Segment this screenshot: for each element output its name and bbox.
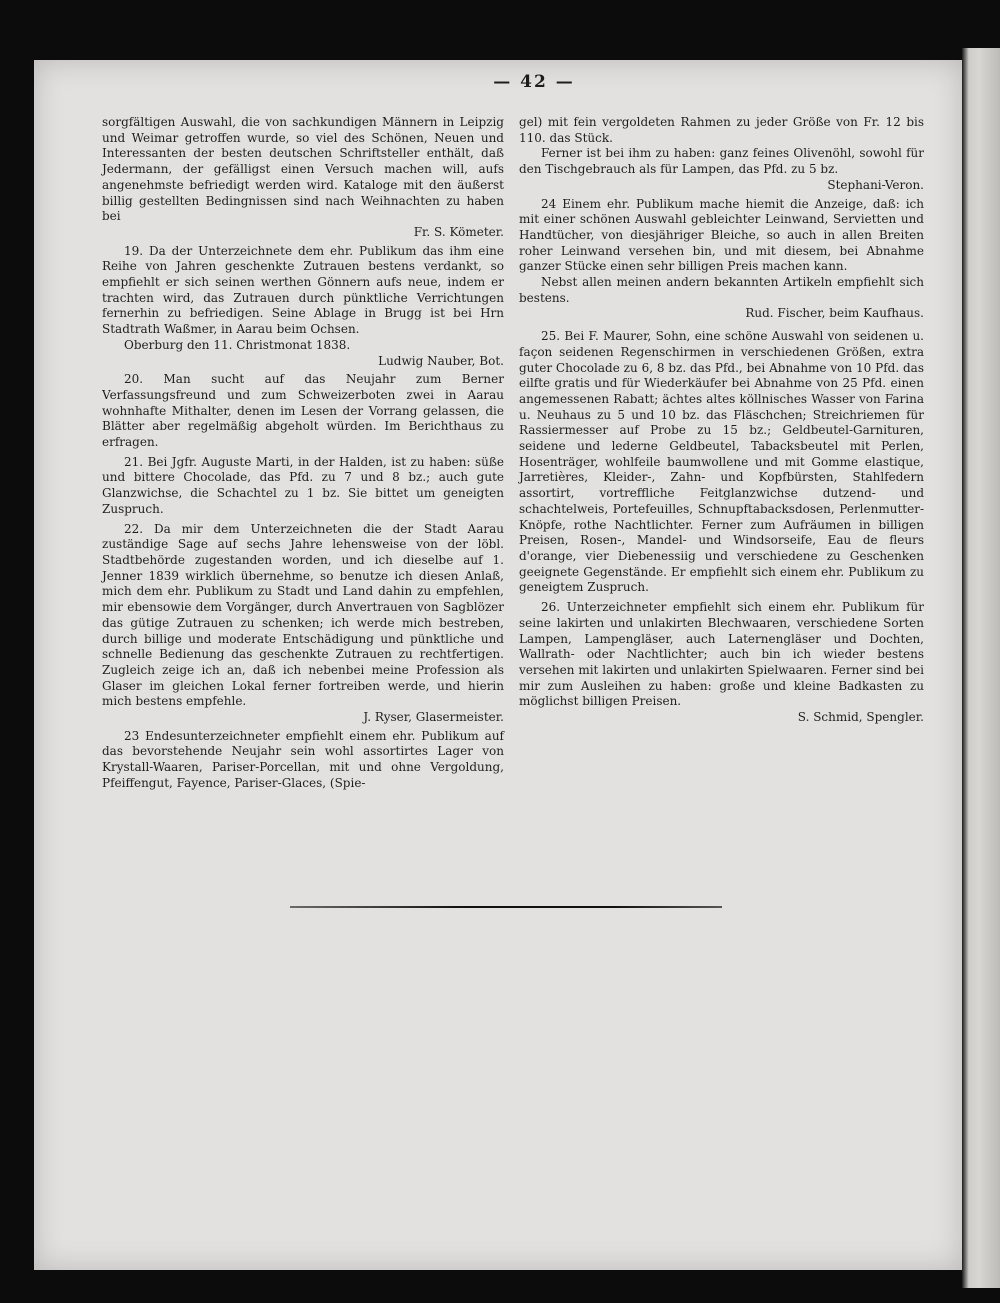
advert-20: 20. Man sucht auf das Neujahr zum Berner Verfassungsfreund und zum Schweizerboten zwei in Aarau wohnhafte Mithalter, denen im Lesen der Vorrang gelassen, die Blätter aber regelmäßig abgeholt würden. Im Berichthaus zu erfragen. (102, 372, 504, 450)
advert-19-dateline: Oberburg den 11. Christmonat 1838. (124, 337, 351, 352)
right-column (519, 115, 924, 729)
advert-23: 23 Endesunterzeichneter empfiehlt einem ehr. Publikum auf das bevorstehende Neujahr sein wohl assortirtes Lager von Krystall-Waaren, Pariser-Porcellan, mit und ohne Vergoldung, Pfeiffengut, Fayence, Pariser-Glaces, (Spie- (102, 728, 504, 790)
newspaper-page (34, 60, 962, 1270)
advert-21: 21. Bei Jgfr. Auguste Marti, in der Halden, ist zu haben: süße und bittere Chocolade, das Pfd. zu 7 und 8 bz.; auch gute Glanzwichse, die Schachtel zu 1 bz. Sie bittet um geneigten Zuspruch. (102, 454, 504, 516)
advert-25: 25. Bei F. Maurer, Sohn, eine schöne Auswahl von seidenen u. façon seidenen Regenschirmen in verschiedenen Größen, extra guter Chocolade zu 6, 8 bz. das Pfd., bei Abnahme von 10 Pfd. das eilfte gratis und für Wiederkäufer bei Abnahme von 25 Pfd. einen angemessenen Rabatt; ächtes altes köllnisches Wasser von Farina u. Neuhaus zu 5 und 10 bz. das Fläschchen; Streichriemen für Rassiermesser auf Probe zu 15 bz.; Geldbeutel-Garnituren, seidene und lederne Geldbeutel, Tabacksbeutel mit Perlen, Hosenträger, wohlfeile baumwollene und mit Gomme elastique, Jarretières, Kleider-, Zahn- und Kopfbürsten, Stahlfedern assortirt, vortreffliche Feitglanzwichse dutzend- und schachtelweis, Portefeuilles, Schnupftabacksdosen, Perlenmutter-Knöpfe, rothe Nachtlichter. Ferner zum Aufräumen in billigen Preisen, Rosen-, Mandel- und Windsorseife, Eau de fleurs d'orange, vier Diebenessiig und verschiedene zu Geschenken geeignete Gegenstände. Er empfiehlt sich einem ehr. Publikum zu geneigtem Zuspruch. (519, 329, 924, 595)
section-divider-rule (290, 906, 722, 908)
intro-signature: Fr. S. Kömeter. (413, 224, 504, 239)
advert-23-more: Ferner ist bei ihm zu haben: ganz feines Olivenöhl, sowohl für den Tischgebrauch als für Lampen, das Pfd. zu 5 bz. (519, 146, 924, 177)
advert-24-more: Nebst allen meinen andern bekannten Artikeln empfiehlt sich bestens. (519, 275, 924, 305)
advert-24: 24 Einem ehr. Publikum mache hiemit die Anzeige, daß: ich mit einer schönen Auswahl gebleichter Leinwand, Servietten und Handtücher, von diesjähriger Bleiche, so auch in allen Breiten roher Leinwand versehen bin, und mit diesem, bei Abnahme ganzer Stücke einen sehr billigen Preis machen kann. (519, 196, 924, 274)
advert-22: 22. Da mir dem Unterzeichneten die der Stadt Aarau zuständige Sage auf sechs Jahre lehensweise von der löbl. Stadtbehörde zugestanden worden, und ich dieselbe auf 1. Jenner 1839 wirklich übernehme, so benutze ich diesen Anlaß, mich dem ehr. Publikum zu Stadt und Land dahin zu empfehlen, mir ebensowie dem Vorgänger, durch Anvertrauen von Sagblözer das gütige Zutrauen zu schenken; ich werde mich bestreben, durch billige und moderate Entschädigung und pünktliche und schnelle Bedienung das geschenkte Zutrauen zu rechtfertigen. Zugleich zeige ich an, daß ich nebenbei meine Profession als Glaser im gleichen Lokal ferner fortreiben werde, und hierin mich bestens empfehle. (102, 521, 504, 709)
advert-26: 26. Unterzeichneter empfiehlt sich einem ehr. Publikum für seine lakirten und unlakirten Blechwaaren, verschiedene Sorten Lampen, Lampengläser, auch Laternengläser und Dochten, Wallrath- oder Nachtlichter; auch bin ich wieder bestens versehen mit lakirten und unlakirten Spielwaaren. Ferner sind bei mir zum Ausleihen zu haben: große und kleine Badkasten zu möglichst billigen Preisen. (519, 600, 924, 709)
advert-26-signature: S. Schmid, Spengler. (797, 710, 924, 725)
advert-23-continued: gel) mit fein vergoldeten Rahmen zu jeder Größe von Fr. 12 bis 110. das Stück. (519, 115, 924, 145)
advert-22-signature: J. Ryser, Glasermeister. (363, 710, 504, 725)
advert-23-signature: Stephani-Veron. (827, 177, 924, 192)
left-column (102, 115, 504, 792)
next-page-edge (962, 48, 1000, 1288)
advert-24-signature: Rud. Fischer, beim Kaufhaus. (745, 306, 924, 321)
advert-19-signature: Ludwig Nauber, Bot. (378, 353, 504, 368)
advert-19: 19. Da der Unterzeichnete dem ehr. Publikum das ihm eine Reihe von Jahren geschenkte Zutrauen bestens verdankt, so empfiehlt er sich seinen werthen Gönnern aufs neue, indem er trachten wird, das Zutrauen durch pünktliche Verrichtungen fernerhin zu befriedigen. Seine Ablage in Brugg ist bei Hrn Stadtrath Waßmer, in Aarau beim Ochsen. (102, 243, 504, 337)
page-number: — 42 — (493, 72, 575, 92)
intro-paragraph: sorgfältigen Auswahl, die von sachkundigen Männern in Leipzig und Weimar getroffen wurde, so viel des Schönen, Neuen und Interessanten der besten deutschen Schriftsteller enthält, daß Jedermann, der gefälligst einen Versuch machen will, aufs angenehmste befriedigt werden wird. Kataloge mit den äußerst billig gestellten Bedingnissen sind nach Weihnachten zu haben bei (102, 115, 504, 224)
